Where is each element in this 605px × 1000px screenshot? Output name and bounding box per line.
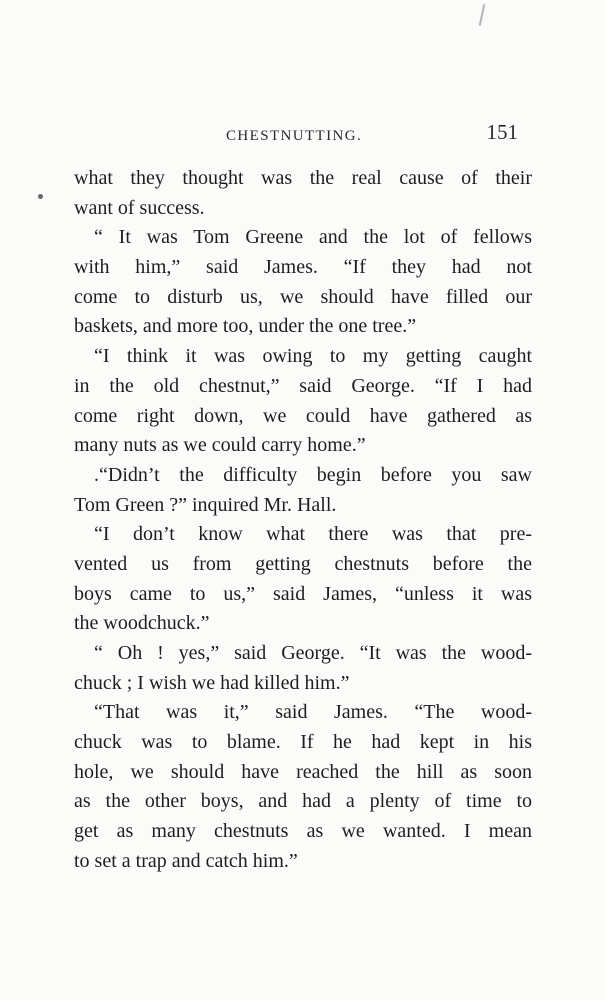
text-line: the woodchuck.” <box>74 612 210 635</box>
text-line: with him,” said James. “If they had not <box>74 256 532 279</box>
text-line: “ It was Tom Greene and the lot of fellows <box>94 226 532 249</box>
text-line: hole, we should have reached the hill as soon <box>74 760 532 783</box>
text-line: .“Didn’t the difficulty begin before you saw <box>94 463 532 486</box>
running-head <box>74 118 530 150</box>
text-line: in the old chestnut,” said George. “If I had <box>74 374 532 397</box>
text-line: as the other boys, and had a plenty of time to <box>74 790 532 813</box>
text-line: get as many chestnuts as we wanted. I mean <box>74 820 532 843</box>
page-number: 151 <box>486 120 518 144</box>
text-line: “That was it,” said James. “The wood- <box>94 701 532 724</box>
text-line: Tom Green ?” inquired Mr. Hall. <box>74 493 337 516</box>
margin-ink-dot <box>38 194 43 199</box>
text-line: want of success. <box>74 196 205 219</box>
text-line: “ Oh ! yes,” said George. “It was the wood- <box>94 642 532 664</box>
text-line: chuck was to blame. If he had kept in his <box>74 731 532 754</box>
body-text <box>74 164 532 877</box>
text-line: what they thought was the real cause of their <box>74 167 532 189</box>
text-line: many nuts as we could carry home.” <box>74 434 366 457</box>
text-line: come right down, we could have gathered as <box>74 404 532 427</box>
text-line: baskets, and more too, under the one tree.” <box>74 315 417 338</box>
text-line: boys came to us,” said James, “unless it was <box>74 582 532 605</box>
text-line: to set a trap and catch him.” <box>74 849 298 872</box>
text-line: chuck ; I wish we had killed him.” <box>74 671 350 694</box>
text-line: “I don’t know what there was that pre- <box>94 523 532 546</box>
running-title: CHESTNUTTING. <box>226 128 363 144</box>
text-line: “I think it was owing to my getting caught <box>94 345 532 368</box>
text-line: come to disturb us, we should have filled our <box>74 285 532 308</box>
text-line: vented us from getting chestnuts before the <box>74 552 532 575</box>
corner-pencil-mark <box>479 4 486 26</box>
